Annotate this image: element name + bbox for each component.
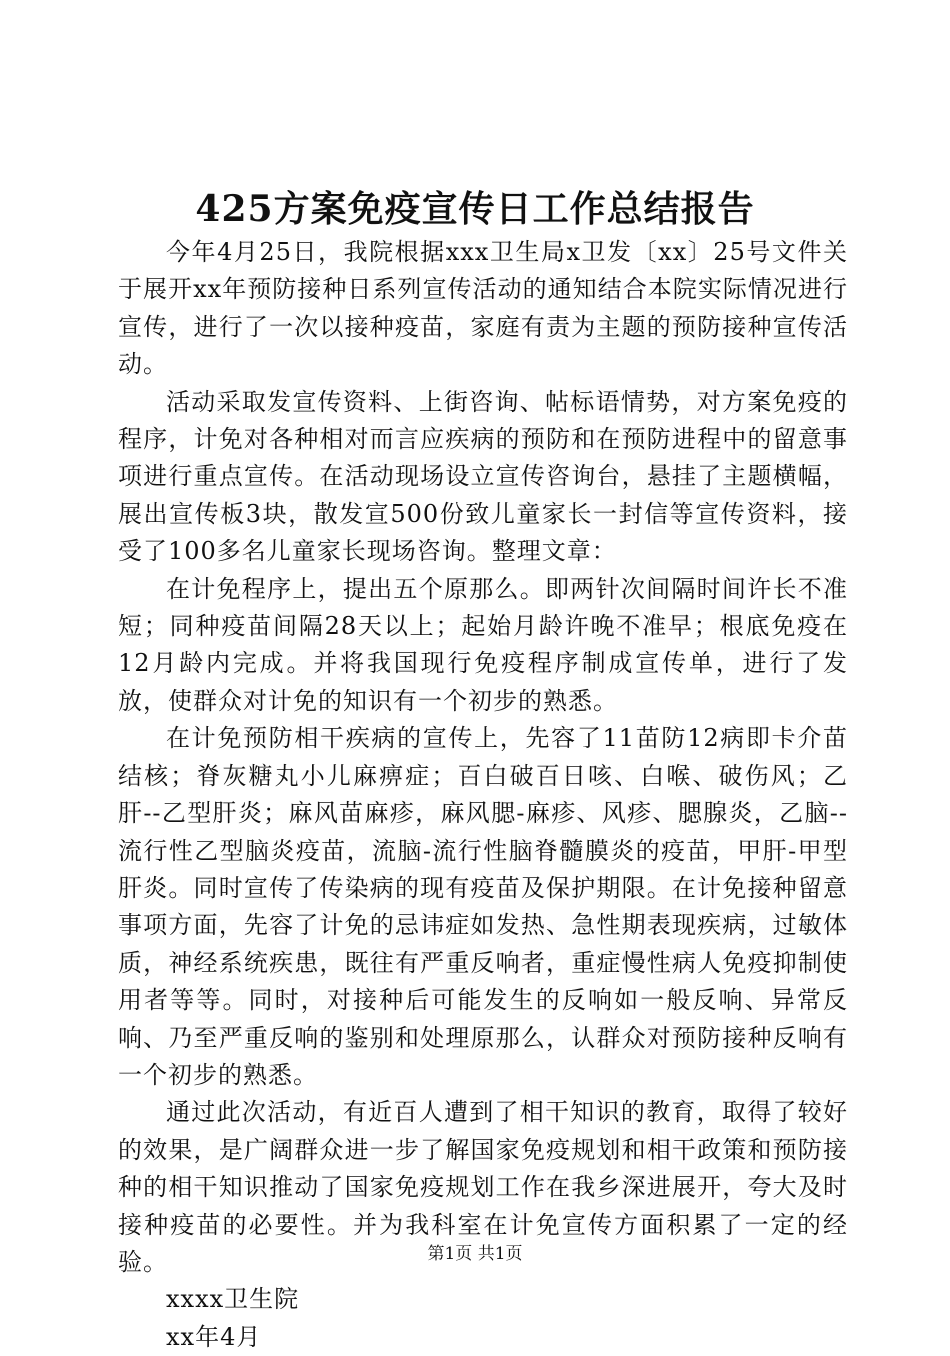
paragraph-conclusion: 通过此次活动，有近百人遭到了相干知识的教育，取得了较好的效果，是广阔群众进一步了解国家免疫规划和相干政策和预防接种的相干知识推动了国家免疫规划工作在我乡深进展开，夸大及时接种疫苗的必要性。并为我科室在计免宣传方面积累了一定的经验。: [118, 1098, 848, 1276]
page-footer: 第1页 共1页: [427, 1244, 523, 1264]
page-title: 425方案免疫宣传日工作总结报告: [195, 188, 755, 230]
paragraph-diseases: 在计免预防相干疾病的宣传上，先容了11苗防12病即卡介苗结核；脊灰糖丸小儿麻痹症；百白破百日咳、白喉、破伤风；乙肝--乙型肝炎；麻风苗麻疹，麻风腮-麻疹、风疹、腮腺炎，乙脑--流行性乙型脑炎疫苗，流脑-流行性脑脊髓膜炎的疫苗，甲肝-甲型肝炎。同时宣传了传染病的现有疫苗及保护期限。在计免接种留意事项方面，先容了计免的忌讳症如发热、急性期表现疾病，过敏体质，神经系统疾患，既往有严重反响者，重症慢性病人免疫抑制使用者等等。同时，对接种后可能发生的反响如一般反响、异常反响、乃至严重反响的鉴别和处理原那么，认群众对预防接种反响有一个初步的熟悉。: [118, 724, 848, 1089]
paragraph-intro: 今年4月25日，我院根据xxx卫生局x卫发〔xx〕25号文件关于展开xx年预防接种日系列宣传活动的通知结合本院实际情况进行宣传，进行了一次以接种疫苗，家庭有责为主题的预防接种宣传活动。: [118, 238, 848, 379]
paragraph-schedule: 在计免程序上，提出五个原那么。即两针次间隔时间许长不准短；同种疫苗间隔28天以上；起始月龄许晚不准早；根底免疫在12月龄内完成。并将我国现行免疫程序制成宣传单，进行了发放，使群众对计免的知识有一个初步的熟悉。: [118, 574, 848, 715]
document-body: [118, 234, 848, 1356]
paragraph-activities: 活动采取发宣传资料、上街咨询、帖标语情势，对方案免疫的程序，计免对各种相对而言应疾病的预防和在预防进程中的留意事项进行重点宣传。在活动现场设立宣传咨询台，悬挂了主题横幅，展出宣传板3块，散发宣500份致儿童家长一封信等宣传资料，接受了100多名儿童家长现场咨询。整理文章：: [118, 387, 848, 566]
signature-date: xx年4月: [166, 1322, 262, 1351]
signature-organization: xxxx卫生院: [166, 1285, 300, 1314]
